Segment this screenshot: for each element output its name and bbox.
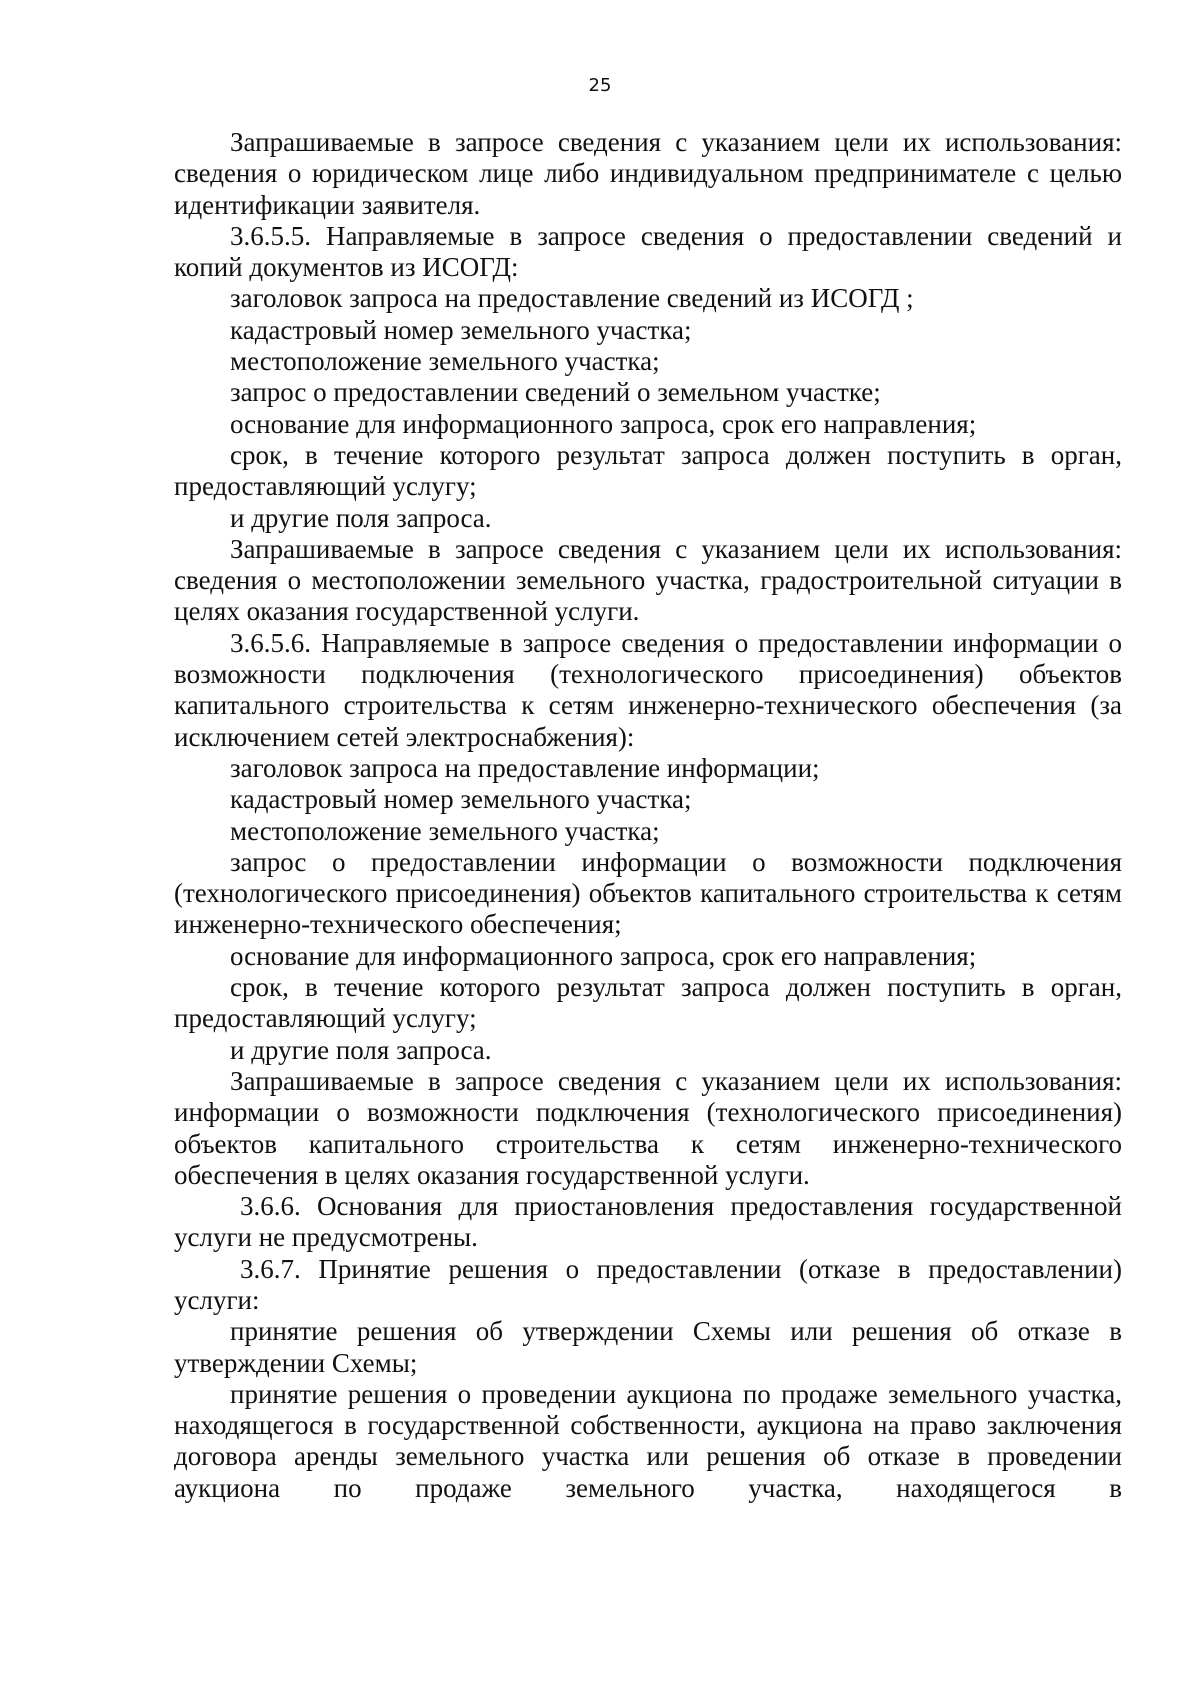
- paragraph: 3.6.7. Принятие решения о предоставлении (отказе в предоставлении) услуги:: [174, 1253, 1122, 1315]
- list-item: основание для информационного запроса, срок его направления;: [230, 408, 977, 439]
- list-item: местоположение земельного участка;: [230, 815, 660, 846]
- list-item: и другие поля запроса.: [230, 502, 492, 533]
- list-item: срок, в течение которого результат запроса должен поступить в орган, предоставляющий услугу;: [174, 972, 1122, 1034]
- list-item: срок, в течение которого результат запроса должен поступить в орган, предоставляющий услугу;: [174, 439, 1122, 502]
- list-item: запрос о предоставлении информации о возможности подключения (технологического присоединения) объектов капитального строительства к сетям инженерно-технического обеспечения;: [174, 846, 1122, 940]
- list-item: кадастровый номер земельного участка;: [230, 314, 692, 345]
- paragraph: Запрашиваемые в запросе сведения с указанием цели их использования: информации о возможности подключения (технологического присоединения) объектов капитального строительства к сетям инженерно-технического обеспечения в целях оказания государственной услуги.: [174, 1065, 1122, 1190]
- list-item: местоположение земельного участка;: [230, 346, 660, 377]
- list-item: принятие решения об утверждении Схемы или решения об отказе в утверждении Схемы;: [174, 1316, 1122, 1378]
- list-item: и другие поля запроса.: [230, 1034, 492, 1065]
- paragraph: 3.6.6. Основания для приостановления предоставления государственной услуги не предусмотрены.: [174, 1191, 1122, 1253]
- document-body: [174, 127, 1122, 1504]
- list-item: кадастровый номер земельного участка;: [230, 784, 692, 815]
- list-item: основание для информационного запроса, срок его направления;: [230, 940, 977, 971]
- list-item: заголовок запроса на предоставление информации;: [230, 752, 820, 783]
- list-item: принятие решения о проведении аукциона по продаже земельного участка, находящегося в государственной собственности, аукциона на право заключения договора аренды земельного участка или решения об отказе в проведении аукциона по продаже земельного участка, находящегося в: [174, 1378, 1122, 1503]
- list-item: запрос о предоставлении сведений о земельном участке;: [230, 377, 881, 408]
- list-item: заголовок запроса на предоставление сведений из ИСОГД ;: [230, 283, 914, 314]
- paragraph: Запрашиваемые в запросе сведения с указанием цели их использования: сведения о юридическом лице либо индивидуальном предпринимателе с целью идентификации заявителя.: [174, 127, 1122, 220]
- paragraph: 3.6.5.6. Направляемые в запросе сведения о предоставлении информации о возможности подключения (технологического присоединения) объектов капитального строительства к сетям инженерно-технического обеспечения (за исключением сетей электроснабжения):: [174, 627, 1122, 752]
- page-number: 25: [588, 75, 612, 96]
- paragraph: Запрашиваемые в запросе сведения с указанием цели их использования: сведения о местоположении земельного участка, градостроительной ситуации в целях оказания государственной услуги.: [174, 533, 1122, 627]
- paragraph: 3.6.5.5. Направляемые в запросе сведения о предоставлении сведений и копий документов из ИСОГД:: [174, 220, 1122, 283]
